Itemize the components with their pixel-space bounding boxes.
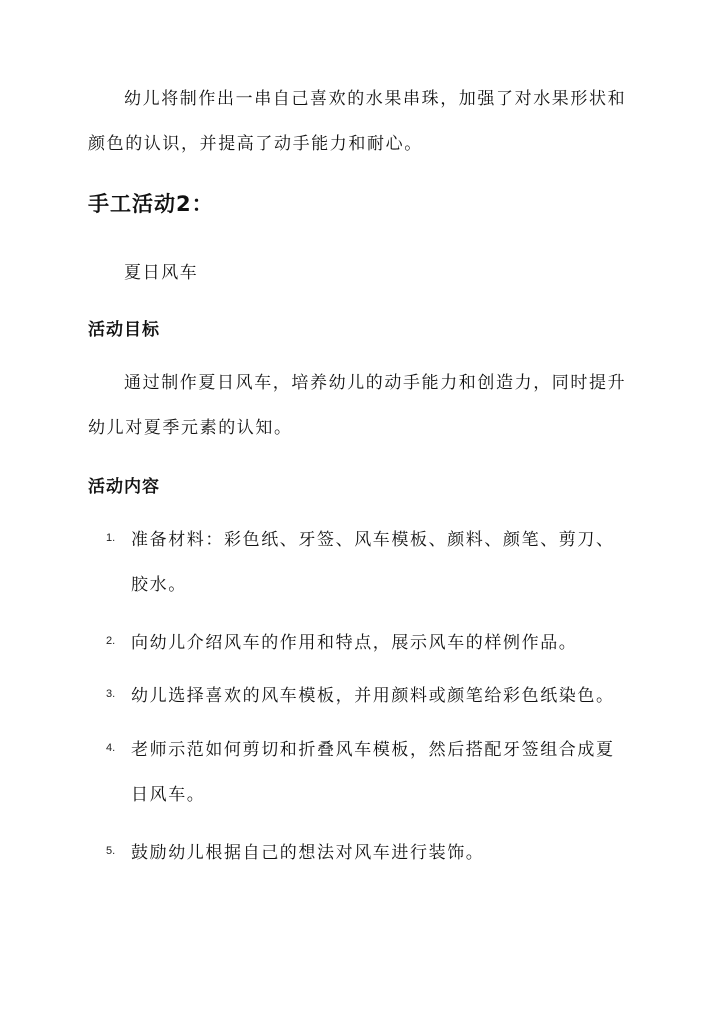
list-number: 2. bbox=[106, 635, 116, 647]
list-item-text: 老师示范如何剪切和折叠风车模板，然后搭配牙签组合成夏日风车。 bbox=[131, 740, 615, 805]
list-item-text: 准备材料：彩色纸、牙签、风车模板、颜料、颜笔、剪刀、胶水。 bbox=[131, 530, 615, 595]
section-heading: 手工活动2： bbox=[88, 192, 214, 216]
list-number: 5. bbox=[106, 845, 116, 857]
list-item-text: 幼儿选择喜欢的风车模板，并用颜料或颜笔给彩色纸染色。 bbox=[131, 686, 615, 706]
list-item-text: 鼓励幼儿根据自己的想法对风车进行装饰。 bbox=[131, 843, 485, 863]
list-item-text: 向幼儿介绍风车的作用和特点，展示风车的样例作品。 bbox=[131, 633, 578, 653]
intro-paragraph: 幼儿将制作出一串自己喜欢的水果串珠，加强了对水果形状和颜色的认识，并提高了动手能力和耐心。 bbox=[88, 89, 627, 154]
list-number: 1. bbox=[106, 532, 116, 544]
goal-heading: 活动目标 bbox=[88, 320, 160, 340]
list-number: 4. bbox=[106, 742, 116, 754]
list-number: 3. bbox=[106, 688, 116, 700]
content-heading: 活动内容 bbox=[88, 477, 160, 497]
activity-title: 夏日风车 bbox=[124, 263, 199, 283]
goal-paragraph: 通过制作夏日风车，培养幼儿的动手能力和创造力，同时提升幼儿对夏季元素的认知。 bbox=[88, 373, 627, 438]
